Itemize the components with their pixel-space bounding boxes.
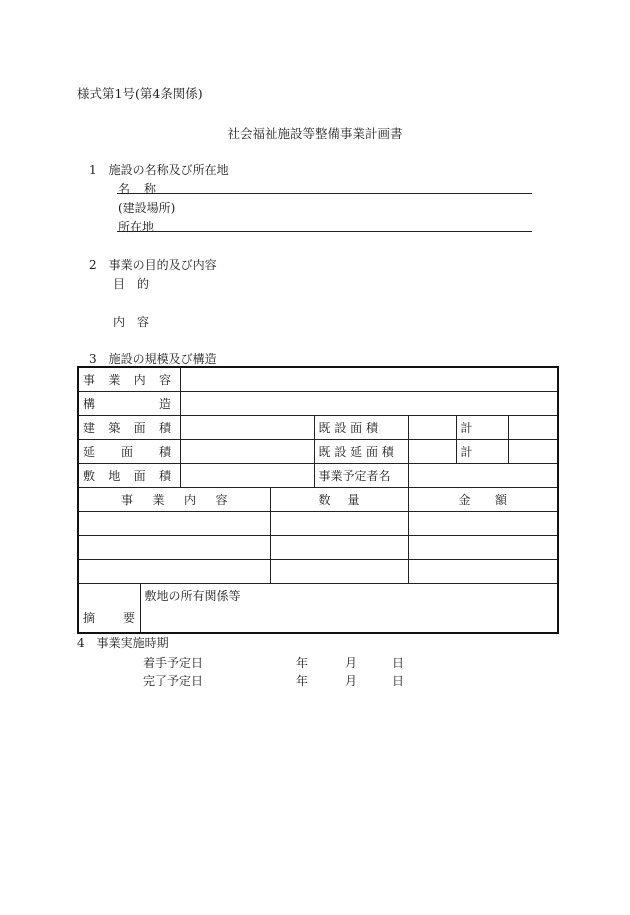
content-label: 内 容 [113, 315, 150, 329]
table-row [78, 512, 558, 536]
row-floor-area [78, 440, 558, 464]
document-title: 社会福祉施設等整備事業計画書 [227, 126, 403, 141]
row-summary [78, 584, 558, 634]
summary-value[interactable] [140, 584, 558, 634]
build-area-label: 建 築 面 積 [78, 416, 180, 440]
existing-floor-area-value[interactable] [408, 440, 456, 464]
total-value-1[interactable] [508, 416, 558, 440]
section-4-heading: 4 事業実施時期 [77, 636, 169, 650]
row-structure [78, 392, 558, 416]
land-ownership-label: 敷地の所有関係等 [144, 589, 241, 603]
col-business-header: 事 業 内 容 [78, 488, 270, 512]
end-year-label: 年 [296, 674, 309, 688]
col-amount-header: 金 額 [408, 488, 558, 512]
col-quantity-header: 数 量 [270, 488, 408, 512]
total-value-2[interactable] [508, 440, 558, 464]
facility-table [77, 366, 559, 634]
table-row [78, 560, 558, 584]
start-year-label: 年 [296, 656, 309, 670]
row-build-area [78, 416, 558, 440]
section-1-heading: 1 施設の名称及び所在地 [89, 163, 229, 177]
structure-label: 構 造 [78, 392, 180, 416]
start-month-label: 月 [345, 656, 358, 670]
business-content-value[interactable] [180, 367, 558, 392]
existing-build-area-value[interactable] [408, 416, 456, 440]
total-label-2: 計 [456, 440, 508, 464]
section-3-heading: 3 施設の規模及び構造 [89, 352, 217, 366]
table-row [78, 536, 558, 560]
structure-value[interactable] [180, 392, 558, 416]
form-number: 様式第1号(第4条関係) [77, 86, 203, 101]
business-content-label: 事 業 内 容 [78, 367, 180, 392]
row-business-content [78, 367, 558, 392]
end-month-label: 月 [345, 674, 358, 688]
floor-area-label: 延 面 積 [78, 440, 180, 464]
purpose-label: 目 的 [113, 277, 150, 291]
start-date-label: 着手予定日 [143, 656, 204, 670]
total-label-1: 計 [456, 416, 508, 440]
start-day-label: 日 [392, 656, 405, 670]
name-underline [117, 193, 532, 194]
location-underline [117, 231, 532, 232]
floor-area-value[interactable] [180, 440, 314, 464]
site-area-label: 敷 地 面 積 [78, 464, 180, 488]
build-place-label: (建設場所) [118, 201, 176, 215]
location-label: 所在地 [118, 220, 155, 234]
row-site-area [78, 464, 558, 488]
section-2-heading: 2 事業の目的及び内容 [89, 258, 217, 272]
name-label: 名 称 [118, 182, 157, 196]
existing-build-area-label: 既 設 面 積 [314, 416, 408, 440]
end-day-label: 日 [392, 674, 405, 688]
build-area-value[interactable] [180, 416, 314, 440]
operator-label: 事業予定者名 [314, 464, 408, 488]
site-area-value[interactable] [180, 464, 314, 488]
existing-floor-area-label: 既 設 延 面 積 [314, 440, 408, 464]
summary-label: 摘 要 [78, 584, 140, 634]
end-date-label: 完了予定日 [143, 674, 204, 688]
operator-value[interactable] [408, 464, 558, 488]
row-column-headers [78, 488, 558, 512]
